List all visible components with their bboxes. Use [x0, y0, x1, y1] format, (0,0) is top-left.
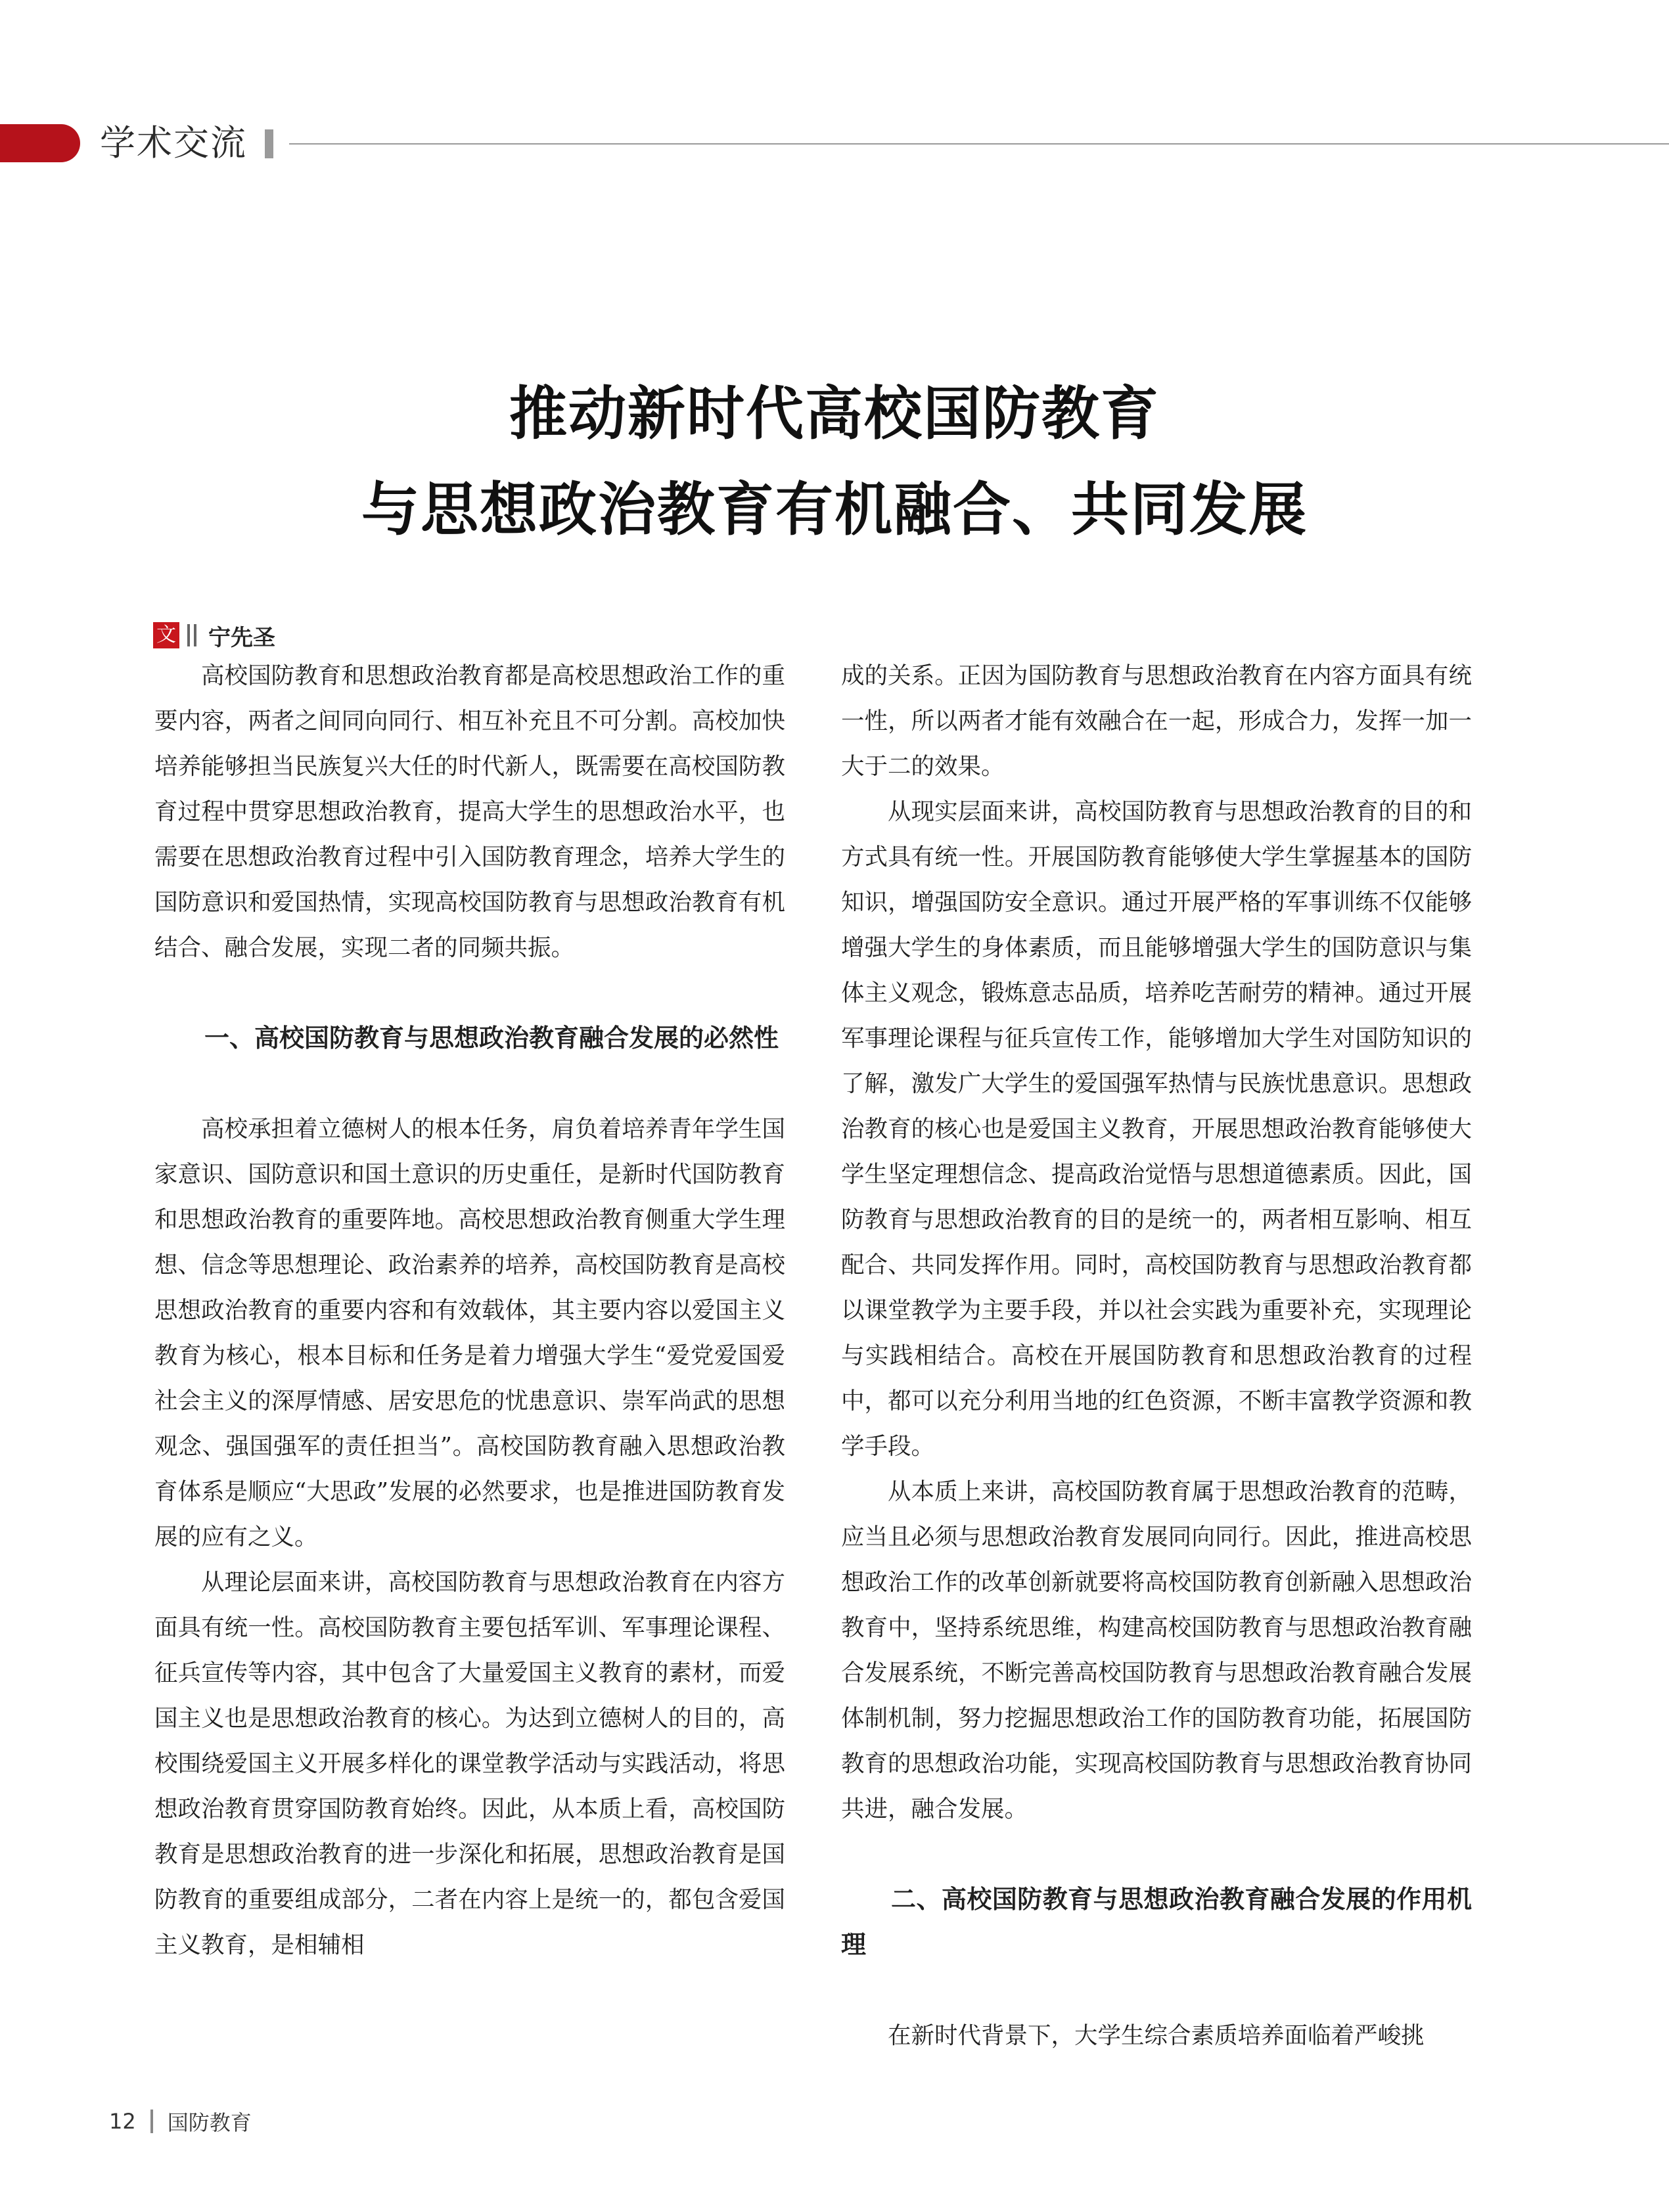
article-title-line1: 推动新时代高校国防教育	[509, 380, 1160, 447]
right-column	[841, 653, 1472, 2058]
body-paragraph: 从现实层面来讲，高校国防教育与思想政治教育的目的和方式具有统一性。开展国防教育能够使大学生掌握基本的国防知识，增强国防安全意识。通过开展严格的军事训练不仅能够增强大学生的身体素质，而且能够增强大学生的国防意识与集体主义观念，锻炼意志品质，培养吃苦耐劳的精神。通过开展军事理论课程与征兵宣传工作，能够增加大学生对国防知识的了解，激发广大学生的爱国强军热情与民族忧患意识。思想政治教育的核心也是爱国主义教育，开展思想政治教育能够使大学生坚定理想信念、提高政治觉悟与思想道德素质。因此，国防教育与思想政治教育的目的是统一的，两者相互影响、相互配合、共同发挥作用。同时，高校国防教育与思想政治教育都以课堂教学为主要手段，并以社会实践为重要补充，实现理论与实践相结合。高校在开展国防教育和思想政治教育的过程中，都可以充分利用当地的红色资源，不断丰富教学资源和教学手段。	[841, 798, 1472, 1460]
body-paragraph: 从理论层面来讲，高校国防教育与思想政治教育在内容方面具有统一性。高校国防教育主要包括军训、军事理论课程、征兵宣传等内容，其中包含了大量爱国主义教育的素材，而爱国主义也是思想政治教育的核心。为达到立德树人的目的，高校围绕爱国主义开展多样化的课堂教学活动与实践活动，将思想政治教育贯穿国防教育始终。因此，从本质上看，高校国防教育是思想政治教育的进一步深化和拓展，思想政治教育是国防教育的重要组成部分，二者在内容上是统一的，都包含爱国主义教育，是相辅相	[154, 1569, 785, 1958]
article-title-line2: 与思想政治教育有机融合、共同发展	[361, 476, 1308, 543]
journal-name: 国防教育	[167, 2110, 252, 2135]
section-heading-1: 一、高校国防教育与思想政治教育融合发展的必然性	[204, 1024, 779, 1052]
header-rule	[289, 143, 1669, 145]
body-paragraph: 在新时代背景下，大学生综合素质培养面临着严峻挑	[888, 2022, 1425, 2049]
continued-paragraph: 成的关系。正因为国防教育与思想政治教育在内容方面具有统一性，所以两者才能有效融合在一起，形成合力，发挥一加一大于二的效果。	[841, 662, 1472, 780]
left-column	[154, 653, 785, 1968]
byline-separator	[187, 624, 196, 646]
author-name: 宁先圣	[208, 624, 275, 651]
section-label: 学术交流	[100, 122, 247, 164]
header-divider-bar	[265, 129, 273, 158]
page-footer	[109, 2105, 252, 2138]
footer-divider	[150, 2110, 153, 2133]
section-tab-marker	[0, 124, 80, 162]
byline	[153, 620, 275, 651]
author-wen-icon: 文	[153, 622, 179, 648]
body-paragraph: 高校承担着立德树人的根本任务，肩负着培养青年学生国家意识、国防意识和国土意识的历史重任，是新时代国防教育和思想政治教育的重要阵地。高校思想政治教育侧重大学生理想、信念等思想理论、政治素养的培养，高校国防教育是高校思想政治教育的重要内容和有效载体，其主要内容以爱国主义教育为核心，根本目标和任务是着力增强大学生“爱党爱国爱社会主义的深厚情感、居安思危的忧患意识、崇军尚武的思想观念、强国强军的责任担当”。高校国防教育融入思想政治教育体系是顺应“大思政”发展的必然要求，也是推进国防教育发展的应有之义。	[154, 1116, 785, 1550]
page-number: 12	[109, 2109, 136, 2134]
body-paragraph: 从本质上来讲，高校国防教育属于思想政治教育的范畴，应当且必须与思想政治教育发展同向同行。因此，推进高校思想政治工作的改革创新就要将高校国防教育创新融入思想政治教育中，坚持系统思维，构建高校国防教育与思想政治教育融合发展系统，不断完善高校国防教育与思想政治教育融合发展体制机制，努力挖掘思想政治工作的国防教育功能，拓展国防教育的思想政治功能，实现高校国防教育与思想政治教育协同共进，融合发展。	[841, 1478, 1472, 1822]
intro-paragraph: 高校国防教育和思想政治教育都是高校思想政治工作的重要内容，两者之间同向同行、相互补充且不可分割。高校加快培养能够担当民族复兴大任的时代新人，既需要在高校国防教育过程中贯穿思想政治教育，提高大学生的思想政治水平，也需要在思想政治教育过程中引入国防教育理念，培养大学生的国防意识和爱国热情，实现高校国防教育与思想政治教育有机结合、融合发展，实现二者的同频共振。	[154, 662, 785, 961]
section-heading-2: 二、高校国防教育与思想政治教育融合发展的作用机理	[841, 1885, 1472, 1959]
